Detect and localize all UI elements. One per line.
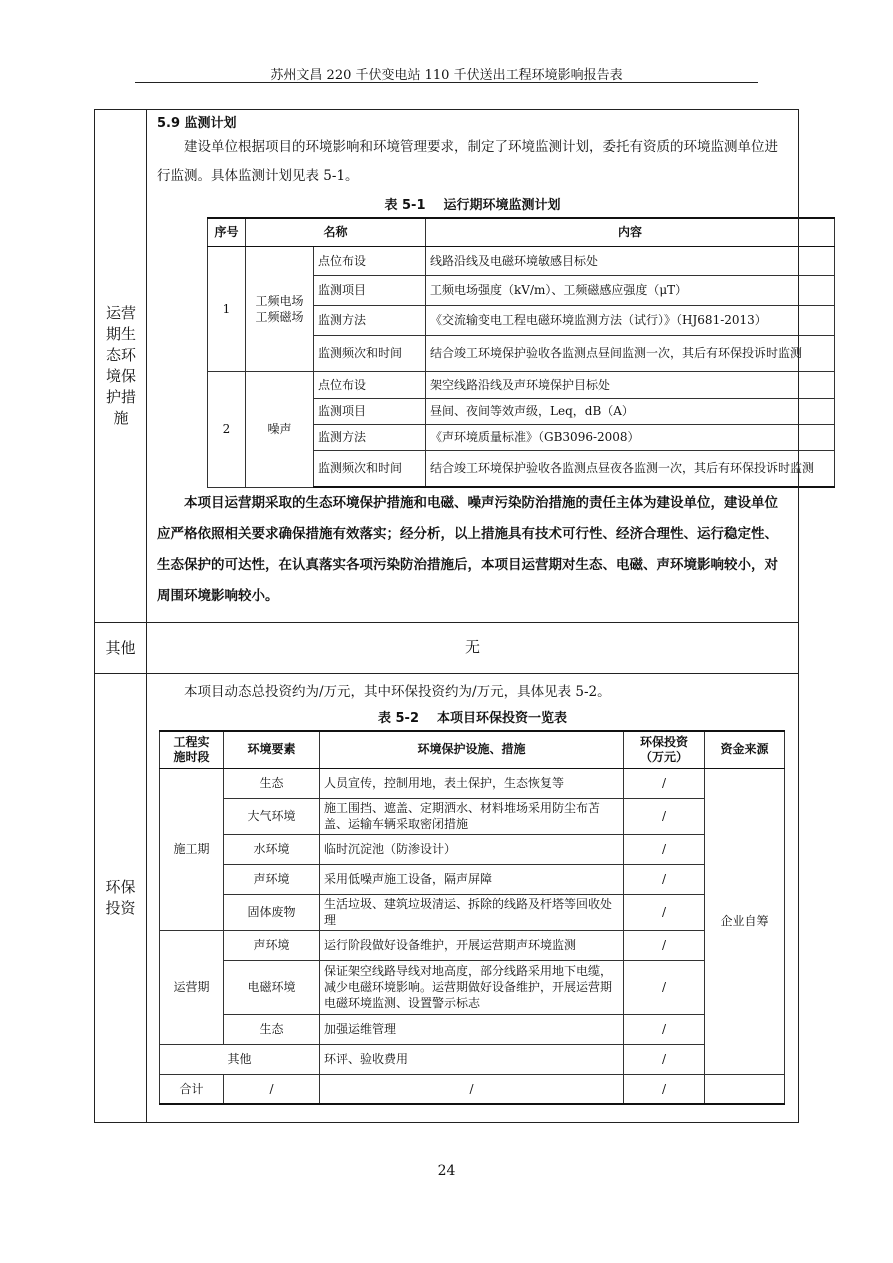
measure-cell: 保证架空线路导线对地高度，部分线路采用地下电缆，减少电磁环境影响。运营期做好设备维护，开展运营期电磁环境监测、设置警示标志 <box>320 960 624 1014</box>
page-header-title: 苏州文昌 220 千伏变电站 110 千伏送出工程环境影响报告表 <box>270 68 623 83</box>
table-row <box>160 768 785 798</box>
table-row <box>160 864 785 894</box>
table-row <box>160 960 785 1014</box>
group-name-line: 工频电场 <box>255 293 304 308</box>
section-label-text: 运营期生态环境保护措施 <box>105 304 136 427</box>
investment-table <box>159 730 785 1105</box>
element-cell: 声环境 <box>224 864 320 894</box>
col-header-name: 名称 <box>246 218 426 246</box>
item-label: 点位布设 <box>314 371 426 398</box>
invest-cell: / <box>624 930 705 960</box>
element-cell: 水环境 <box>224 834 320 864</box>
total-invest: / <box>624 1074 705 1104</box>
other-label: 其他 <box>160 1044 320 1074</box>
element-cell: 固体废物 <box>224 894 320 930</box>
header-line: 施时段 <box>173 749 210 764</box>
item-content: 结合竣工环境保护验收各监测点昼间监测一次，其后有环保投诉时监测 <box>426 335 835 371</box>
table-5-1-caption <box>147 194 798 213</box>
col-header-period <box>160 731 224 768</box>
item-content: 《声环境质量标准》（GB3096-2008） <box>426 424 835 450</box>
item-label: 点位布设 <box>314 246 426 275</box>
item-content: 架空线路沿线及声环境保护目标处 <box>426 371 835 398</box>
section-other <box>95 623 799 674</box>
measure-cell: 临时沉淀池（防渗设计） <box>320 834 624 864</box>
measure-cell: 人员宣传，控制用地，表土保护，生态恢复等 <box>320 768 624 798</box>
invest-cell: / <box>624 1014 705 1044</box>
group-name <box>246 246 314 371</box>
monitoring-plan-table <box>207 217 835 488</box>
caption-number: 表 5-2 <box>377 711 419 726</box>
item-content: 线路沿线及电磁环境敏感目标处 <box>426 246 835 275</box>
header-line: 工程实 <box>173 734 210 749</box>
total-source <box>705 1074 785 1104</box>
item-label: 监测频次和时间 <box>314 335 426 371</box>
total-element: / <box>224 1074 320 1104</box>
fund-source: 企业自筹 <box>705 768 785 1074</box>
item-content: 《交流输变电工程电磁环境监测方法（试行）》（HJ681-2013） <box>426 305 835 335</box>
table-5-2-caption <box>147 707 798 726</box>
caption-text: 本项目环保投资一览表 <box>437 711 568 726</box>
table-row <box>160 798 785 834</box>
period-operation: 运营期 <box>160 930 224 1044</box>
item-label: 监测频次和时间 <box>314 450 426 487</box>
invest-cell: / <box>624 798 705 834</box>
table-row <box>160 834 785 864</box>
page-number: 24 <box>437 1163 456 1179</box>
element-cell: 电磁环境 <box>224 960 320 1014</box>
item-content: 工频电场强度（kV/m）、工频磁感应强度（μT） <box>426 275 835 305</box>
group-no: 2 <box>208 371 246 487</box>
invest-cell: / <box>624 768 705 798</box>
caption-text: 运行期环境监测计划 <box>443 198 561 213</box>
invest-cell: / <box>624 834 705 864</box>
group-no: 1 <box>208 246 246 371</box>
report-table <box>94 109 815 1123</box>
item-label: 监测方法 <box>314 305 426 335</box>
element-cell: 生态 <box>224 768 320 798</box>
section-label-operation <box>95 110 147 623</box>
total-label: 合计 <box>160 1074 224 1104</box>
element-cell: 声环境 <box>224 930 320 960</box>
col-header-content: 内容 <box>426 218 835 246</box>
invest-cell: / <box>624 960 705 1014</box>
monitoring-intro: 建设单位根据项目的环境影响和环境管理要求，制定了环境监测计划，委托有资质的环境监测单位进行监测。具体监测计划见表 5-1。 <box>157 139 778 184</box>
section-label-text: 环保投资 <box>105 878 136 917</box>
section-label-investment <box>95 674 147 1123</box>
group-name: 噪声 <box>246 371 314 487</box>
caption-number: 表 5-1 <box>384 198 426 213</box>
measure-cell: 生活垃圾、建筑垃圾清运、拆除的线路及杆塔等回收处理 <box>320 894 624 930</box>
element-cell: 大气环境 <box>224 798 320 834</box>
invest-cell: / <box>624 1044 705 1074</box>
table-row <box>160 1074 785 1104</box>
header-line: 环保投资 <box>639 734 688 749</box>
table-row <box>208 246 835 275</box>
col-header-element: 环境要素 <box>224 731 320 768</box>
measure-cell: 采用低噪声施工设备，隔声屏障 <box>320 864 624 894</box>
col-header-source: 资金来源 <box>705 731 785 768</box>
group-name-line: 工频磁场 <box>255 309 304 324</box>
header-rule <box>135 82 758 83</box>
section-investment <box>95 674 799 1123</box>
measure-cell: 加强运维管理 <box>320 1014 624 1044</box>
col-header-invest <box>624 731 705 768</box>
table-row <box>160 930 785 960</box>
section-label-other: 其他 <box>95 623 147 674</box>
item-content: 昼间、夜间等效声级，Leq，dB（A） <box>426 398 835 424</box>
table-row <box>208 371 835 398</box>
item-label: 监测项目 <box>314 398 426 424</box>
invest-cell: / <box>624 864 705 894</box>
period-construction: 施工期 <box>160 768 224 930</box>
col-header-measure: 环境保护设施、措施 <box>320 731 624 768</box>
table-row <box>160 894 785 930</box>
item-content: 结合竣工环境保护验收各监测点昼夜各监测一次，其后有环保投诉时监测 <box>426 450 835 487</box>
item-label: 监测项目 <box>314 275 426 305</box>
table-row <box>160 1044 785 1074</box>
item-label: 监测方法 <box>314 424 426 450</box>
other-content: 无 <box>464 638 480 656</box>
measure-cell: 运行阶段做好设备维护，开展运营期声环境监测 <box>320 930 624 960</box>
section-title: 5.9 监测计划 <box>157 116 237 131</box>
col-header-no: 序号 <box>208 218 246 246</box>
element-cell: 生态 <box>224 1014 320 1044</box>
responsibility-paragraph: 本项目运营期采取的生态环境保护措施和电磁、噪声污染防治措施的责任主体为建设单位，建设单位应严格依照相关要求确保措施有效落实；经分析，以上措施具有技术可行性、经济合理性、运行稳定性、生态保护的可达性，在认真落实各项污染防治措施后，本项目运营期对生态、电磁、声环境影响较小，对周围环境影响较小。 <box>157 495 778 604</box>
investment-intro: 本项目动态总投资约为/万元，其中环保投资约为/万元，具体见表 5-2。 <box>184 684 611 700</box>
section-operation-protection <box>95 110 799 623</box>
invest-cell: / <box>624 894 705 930</box>
measure-cell: 环评、验收费用 <box>320 1044 624 1074</box>
measure-cell: 施工围挡、遮盖、定期洒水、材料堆场采用防尘布苫盖、运输车辆采取密闭措施 <box>320 798 624 834</box>
total-measure: / <box>320 1074 624 1104</box>
table-row <box>160 1014 785 1044</box>
header-line: （万元） <box>639 749 688 764</box>
